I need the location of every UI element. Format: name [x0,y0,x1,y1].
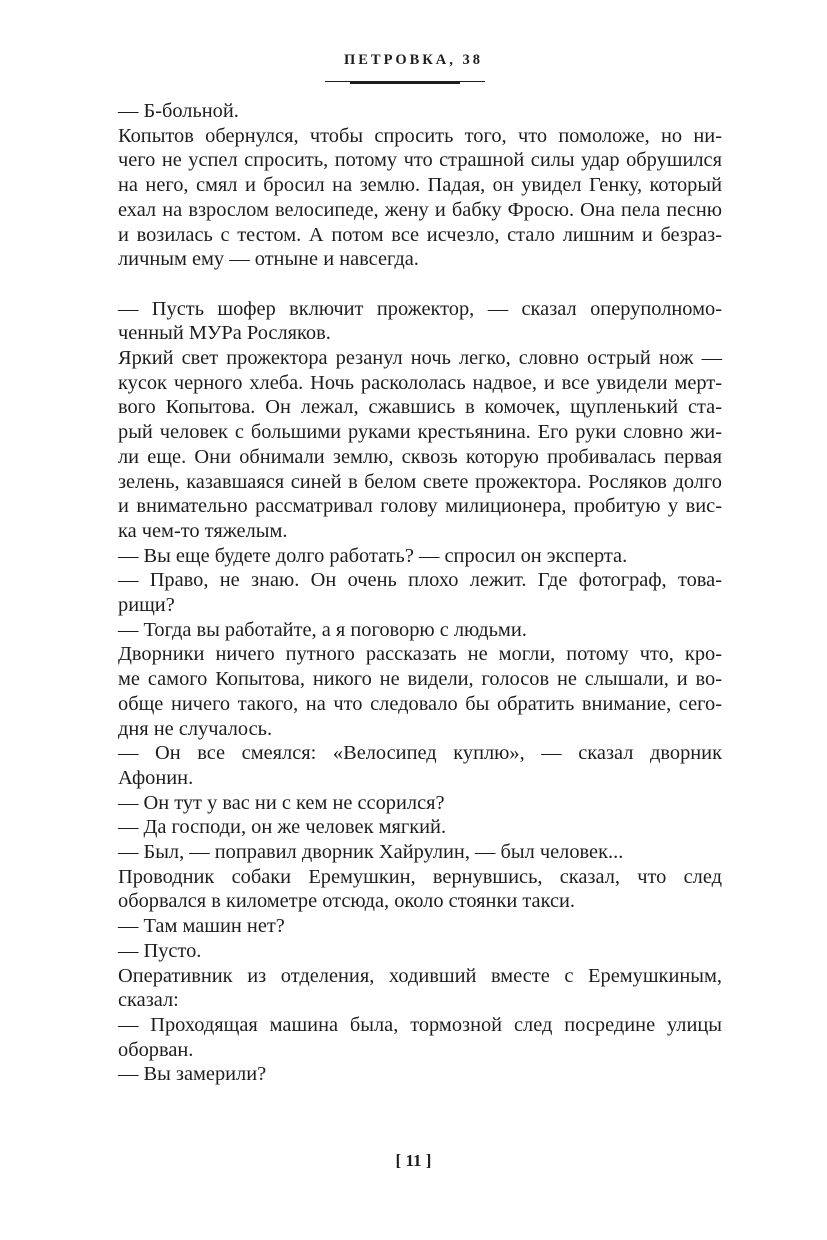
page-number: [ 11 ] [395,1151,432,1170]
text-line: — Вы еще будете долго работать? — спросил он эксперта. [118,544,628,567]
text-line: на него, смял и бросил на землю. Падая, он увидел Генку, который [118,174,722,197]
text-line: ченный МУРа Росляков. [118,322,331,345]
text-line: зелень, казавшаяся синей в белом свете прожектора. Росляков долго [118,470,722,493]
text-line: — Он все смеялся: «Велосипед куплю», — сказал дворник [118,742,722,765]
text-line: Оперативник из отделения, ходивший вместе с Еремушкиным, [118,964,722,987]
text-line: — Право, не знаю. Он очень плохо лежит. Где фотограф, това- [118,569,722,592]
text-line: рый человек с большими руками крестьянина. Его руки словно жи- [118,421,722,444]
running-head-title: ПЕТРОВКА, 38 [343,52,484,68]
text-line: Дворники ничего путного рассказать не могли, потому что, кро- [118,643,722,666]
text-line: ехал на взрослом велосипеде, жену и бабку Фросю. Она пела песню [118,198,722,221]
text-line: обще ничего такого, на что следовало бы обратить внимание, сего- [118,692,722,715]
text-line: — Пусто. [118,939,202,962]
header-rule-accent [350,82,460,84]
text-line: — Тогда вы работайте, а я поговорю с людьми. [118,618,527,641]
text-line: — Вы замерили? [118,1063,267,1086]
text-line: ли еще. Они обнимали землю, сквозь которую пробивалась первая [118,445,722,468]
text-line: сказал: [118,989,179,1012]
text-line: — Да господи, он же человек мягкий. [118,816,447,839]
text-line: кусок черного хлеба. Ночь раскололась надвое, и все увидели мерт- [118,371,722,394]
text-line: — Он тут у вас ни с кем не ссорился? [118,791,445,814]
body-text [118,99,722,1087]
text-line: — Был, — поправил дворник Хайрулин, — был человек... [118,841,624,864]
text-line: Проводник собаки Еремушкин, вернувшись, сказал, что след [118,865,722,888]
text-line: — Там машин нет? [118,915,285,938]
text-line: вого Копытова. Он лежал, сжавшись в комочек, щупленький ста- [118,396,722,419]
text-line: — Проходящая машина была, тормозной след посредине улицы [118,1014,722,1036]
text-line: и возилась с тестом. А потом все исчезло, стало лишним и безраз- [118,223,722,246]
text-line: личным ему — отныне и навсегда. [118,248,419,271]
text-line: оборвался в километре отсюда, около стоянки такси. [118,890,576,913]
text-line: и внимательно рассматривал голову милиционера, пробитую у вис- [118,495,722,518]
text-line: ме самого Копытова, никого не видели, голосов не слышали, и во- [118,668,722,691]
text-line: рищи? [118,594,175,617]
text-line: чего не успел спросить, потому что страшной силы удар обрушился [118,149,722,172]
text-line: Копытов обернулся, чтобы спросить того, что помоложе, но ни- [118,124,722,147]
text-line: оборван. [118,1038,194,1061]
text-line: — Пусть шофер включит прожектор, — сказал оперуполномо- [118,297,722,320]
text-line: дня не случалось. [118,717,273,740]
text-line: — Б-больной. [118,100,239,122]
text-line: ка чем-то тяжелым. [118,519,288,542]
text-line: Афонин. [118,766,194,789]
text-line: Яркий свет прожектора резанул ночь легко, словно острый нож — [118,347,722,370]
